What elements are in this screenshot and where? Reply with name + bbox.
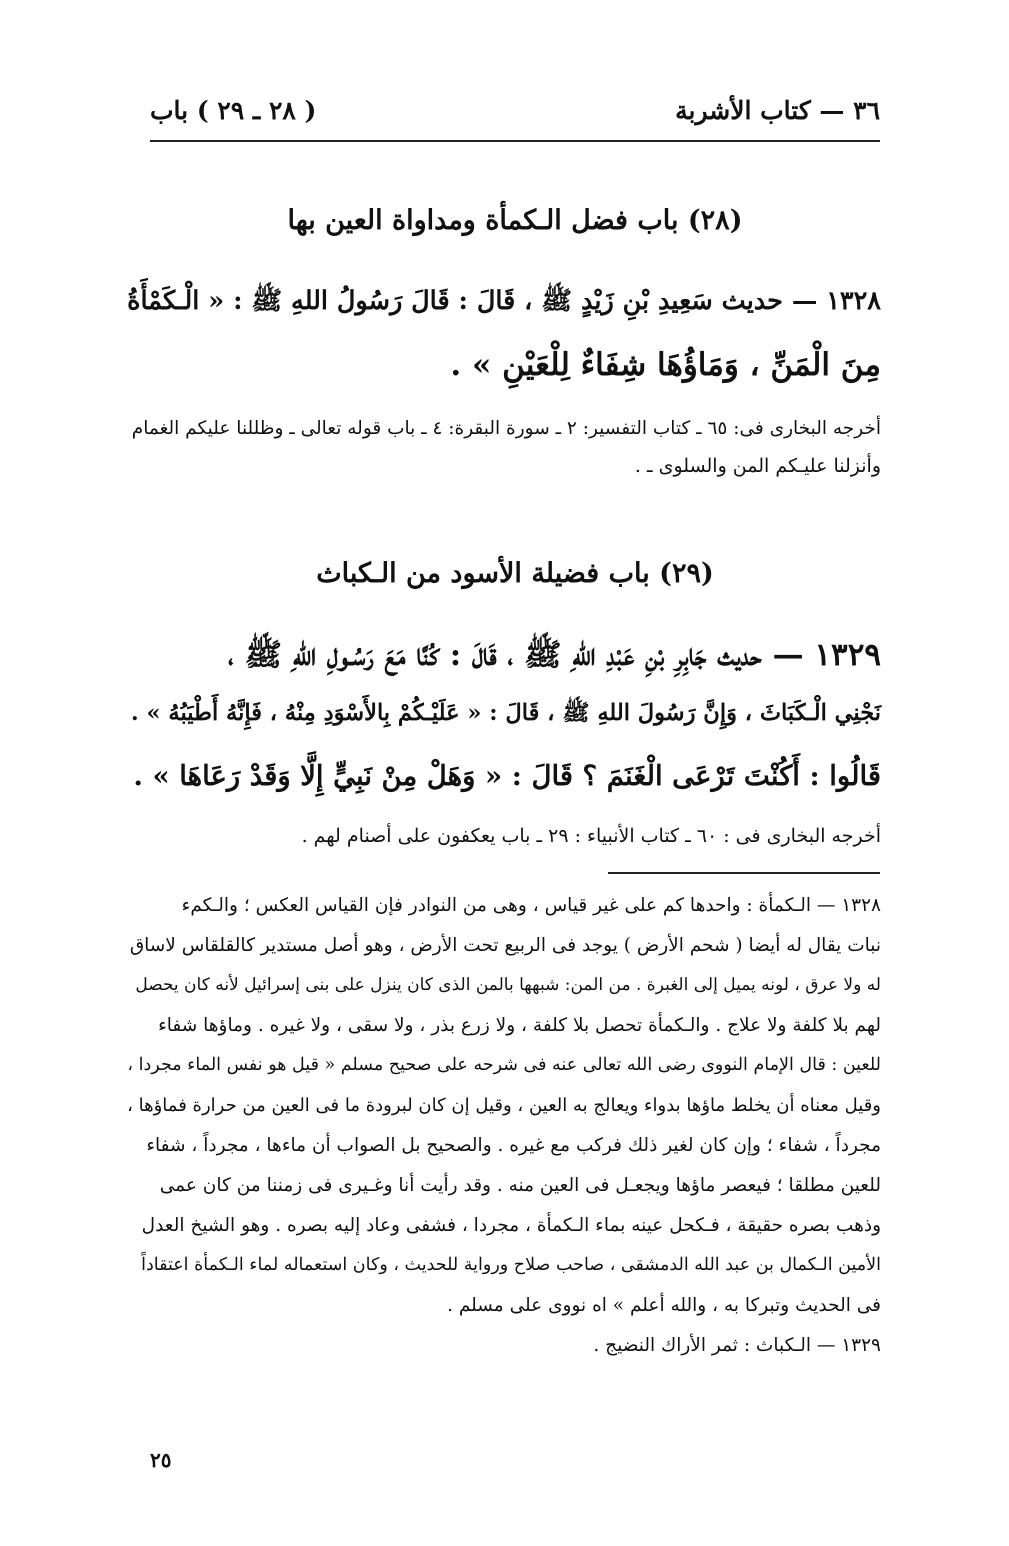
footnote-rule: [608, 872, 880, 874]
header-rule: [150, 140, 880, 142]
page-number: ٢٥: [150, 1448, 172, 1472]
hadith-1328-line-2: مِنَ الْمَنِّ ، وَمَاؤُهَا شِفَاءٌ لِلْعَيْنِ » .: [450, 347, 881, 383]
running-title: ٣٦ — كتاب الأشربة: [675, 96, 880, 125]
hadith-1329-line-3: قَالُوا : أَكُنْتَ تَرْعَى الْغَنَمَ ؟ قَالَ : « وَهَلْ مِنْ نَبِيٍّ إِلَّا وَقَدْ رَعَاهَا » .: [133, 760, 881, 792]
footnote-line: نبات يقال له أيضا ( شحم الأرض ) يوجد فى الربيع تحت الأرض ، وهو أصل مستدير كالقلقاس لاساق: [129, 935, 881, 956]
reference-1328-line-1: أخرجه البخارى فى: ٦٥ ـ كتاب التفسير: ٢ ـ سورة البقرة: ٤ ـ باب قوله تعالى ـ وظللنا عليكم الغمام: [131, 418, 881, 439]
footnote-line: فى الحديث وتبركا به ، والله أعلم » اه نووى على مسلم .: [447, 1295, 881, 1316]
footnote-line: ١٣٢٨ — الـكمأة : واحدها كم على غير قياس ، وهى من النوادر فإن القياس العكس ؛ والـكمء: [181, 895, 881, 916]
hadith-1329-line-1: ١٣٢٩ — حديث جَابِرِ بْنِ عَبْدِ اللهِ ﷺ ، قَالَ : كُنَّا مَعَ رَسُـولِ اللهِ ﷺ ،: [227, 637, 881, 673]
footnote-line: للعين : قال الإمام النووى رضى الله تعالى عنه فى شرحه على صحيح مسلم « قيل هو نفس الماء مجردا ،: [127, 1055, 881, 1075]
footnote-line: وقيل معناه أن يخلط ماؤها بدواء ويعالج به العين ، وقيل إن كان لبرودة ما فى العين من حرارة فماؤها ،: [127, 1095, 881, 1116]
footnote-line: له ولا عرق ، لونه يميل إلى الغبرة . من المن: شبهها بالمن الذى كان ينزل على بنى إسرائيل لأنه كان يحصل: [135, 975, 881, 995]
section-title-28: (٢٨) باب فضل الـكمأة ومداواة العين بها: [287, 205, 743, 236]
hadith-1329-line-2: نَجْنِي الْـكَبَاثَ ، وَإِنَّ رَسُولَ اللهِ ﷺ ، قَالَ : « عَلَيْـكُمْ بِالأَسْوَدِ مِنْهُ ، فَإِنَّهُ أَطْيَبُهُ » .: [130, 700, 881, 726]
footnote-line: لهم بلا كلفة ولا علاج . والـكمأة تحصل بلا كلفة ، ولا زرع بذر ، ولا سقى ، ولا غيره . وماؤها شفاء: [158, 1015, 881, 1036]
footnote-line: مجرداً ، شفاء ؛ وإن كان لغير ذلك فركب مع غيره . والصحيح بل الصواب أن ماءها ، مجرداً ، شفاء: [146, 1135, 881, 1156]
section-title-29: (٢٩) باب فضيلة الأسود من الـكباث: [316, 558, 714, 589]
reference-1329-line-1: أخرجه البخارى فى : ٦٠ ـ كتاب الأنبياء : ٢٩ ـ باب يعكفون على أصنام لهم .: [301, 825, 881, 847]
running-header: [150, 96, 880, 136]
footnote-line: للعين مطلقا ؛ فيعصر ماؤها ويجعـل فى العين منه . وقد رأيت أنا وغـيرى فى زمننا من كان عمى: [159, 1175, 881, 1196]
footnote-line: الأمين الـكمال بن عبد الله الدمشقى ، صاحب صلاح ورواية للحديث ، وكان استعماله لماء الـكمأة اعتقاداً: [141, 1255, 881, 1275]
footnote-line: ١٣٢٩ — الـكباث : ثمر الأراك النضيج .: [593, 1335, 881, 1356]
chapter-range: ( ٢٨ ـ ٢٩ ) باب: [150, 96, 317, 125]
hadith-1328-line-1: ١٣٢٨ — حديث سَعِيدِ بْنِ زَيْدٍ ﷺ ، قَالَ : قَالَ رَسُولُ اللهِ ﷺ : « الْـكَمْأَةُ: [127, 286, 881, 316]
reference-1328-line-2: وأنزلنا عليـكم المن والسلوى ـ .: [634, 455, 881, 477]
footnote-line: وذهب بصره حقيقة ، فـكحل عينه بماء الـكمأة ، مجردا ، فشفى وعاد إليه بصره . وهو الشيخ العدل: [141, 1215, 881, 1236]
